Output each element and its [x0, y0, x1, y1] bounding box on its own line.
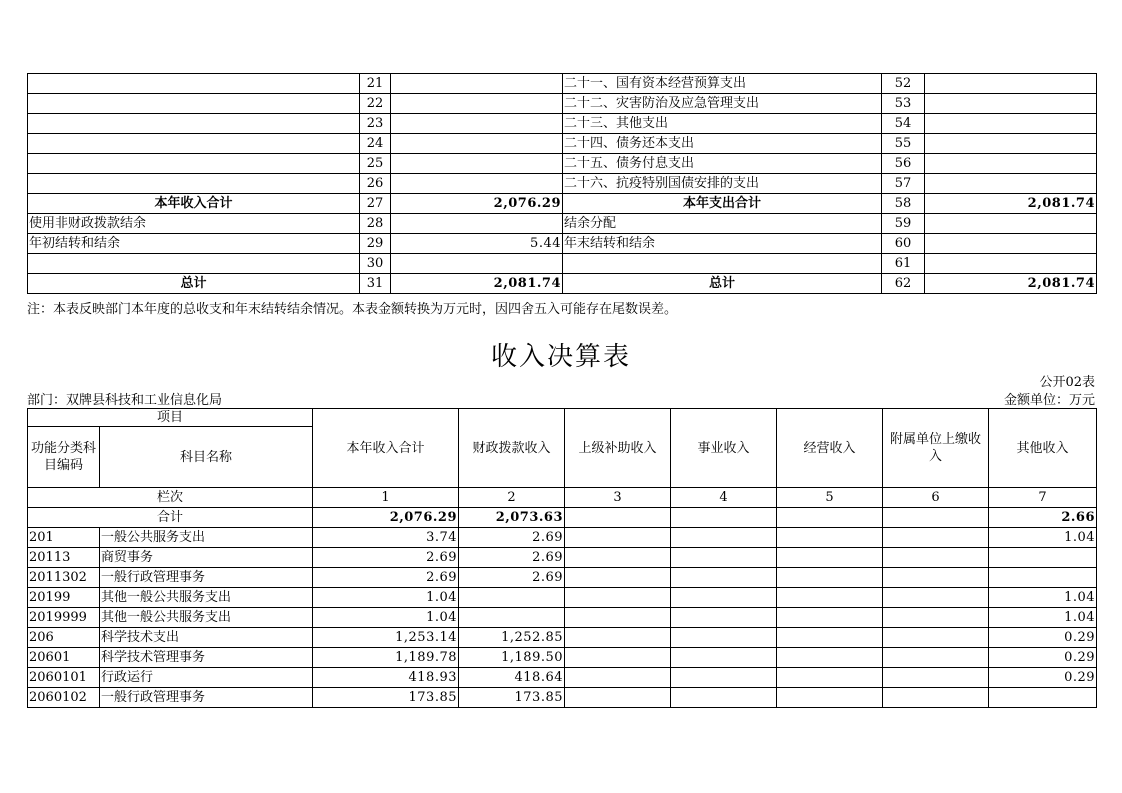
cell-d: 二十六、抗疫特别国债安排的支出 — [563, 174, 882, 194]
cell-e: 56 — [882, 154, 925, 174]
cell-e: 61 — [882, 254, 925, 274]
value-cell: 0.29 — [989, 628, 1097, 648]
project-header: 项目 — [28, 409, 313, 427]
cell-f — [925, 74, 1097, 94]
cell-b: 30 — [360, 254, 391, 274]
cell-c: 2,076.29 — [391, 194, 563, 214]
table-row — [28, 588, 1097, 608]
col-header-2: 财政拨款收入 — [459, 409, 565, 488]
value-cell: 2.69 — [459, 548, 565, 568]
name-cell: 其他一般公共服务支出 — [100, 608, 313, 628]
value-cell — [989, 568, 1097, 588]
cell-f — [925, 154, 1097, 174]
name-cell: 一般公共服务支出 — [100, 528, 313, 548]
cell-c — [391, 114, 563, 134]
code-cell: 201 — [28, 528, 100, 548]
value-cell — [565, 628, 671, 648]
value-cell — [459, 608, 565, 628]
name-header: 科目名称 — [100, 427, 313, 488]
cell-a: 使用非财政拨款结余 — [28, 214, 360, 234]
value-cell — [671, 668, 777, 688]
cell-a — [28, 174, 360, 194]
value-cell — [565, 668, 671, 688]
index-cell: 1 — [313, 488, 459, 508]
index-cell: 7 — [989, 488, 1097, 508]
page-title: 收入决算表 — [490, 342, 631, 372]
value-cell — [777, 648, 883, 668]
cell-a — [28, 94, 360, 114]
value-cell: 2.69 — [459, 528, 565, 548]
value-cell — [565, 588, 671, 608]
income-table — [27, 408, 1097, 708]
table-row — [28, 214, 1097, 234]
total-cell — [671, 508, 777, 528]
cell-d: 结余分配 — [563, 214, 882, 234]
cell-e: 59 — [882, 214, 925, 234]
value-cell: 1,253.14 — [313, 628, 459, 648]
value-cell — [565, 548, 671, 568]
value-cell — [459, 588, 565, 608]
table-row — [28, 74, 1097, 94]
cell-e: 52 — [882, 74, 925, 94]
cell-f: 2,081.74 — [925, 194, 1097, 214]
cell-c — [391, 134, 563, 154]
header-row-1 — [28, 409, 1097, 427]
value-cell: 2.69 — [313, 548, 459, 568]
value-cell: 1.04 — [989, 608, 1097, 628]
value-cell: 1.04 — [989, 528, 1097, 548]
cell-e: 60 — [882, 234, 925, 254]
name-cell: 一般行政管理事务 — [100, 568, 313, 588]
value-cell — [777, 548, 883, 568]
cell-c — [391, 174, 563, 194]
total-cell: 2,073.63 — [459, 508, 565, 528]
cell-d: 二十四、债务还本支出 — [563, 134, 882, 154]
code-cell: 2060101 — [28, 668, 100, 688]
cell-d: 二十二、灾害防治及应急管理支出 — [563, 94, 882, 114]
cell-b: 23 — [360, 114, 391, 134]
value-cell — [883, 628, 989, 648]
cell-c: 2,081.74 — [391, 274, 563, 294]
value-cell: 0.29 — [989, 648, 1097, 668]
cell-f — [925, 254, 1097, 274]
cell-a — [28, 154, 360, 174]
cell-d: 二十五、债务付息支出 — [563, 154, 882, 174]
summary-table — [27, 73, 1097, 294]
cell-f — [925, 134, 1097, 154]
value-cell — [671, 608, 777, 628]
cell-a: 年初结转和结余 — [28, 234, 360, 254]
total-cell: 2.66 — [989, 508, 1097, 528]
value-cell — [671, 528, 777, 548]
value-cell: 1.04 — [313, 608, 459, 628]
cell-a — [28, 74, 360, 94]
value-cell — [671, 648, 777, 668]
cell-a — [28, 134, 360, 154]
index-label: 栏次 — [28, 488, 313, 508]
value-cell: 1,189.78 — [313, 648, 459, 668]
table-row — [28, 254, 1097, 274]
cell-d: 二十三、其他支出 — [563, 114, 882, 134]
cell-b: 25 — [360, 154, 391, 174]
table-row — [28, 568, 1097, 588]
total-cell — [777, 508, 883, 528]
value-cell — [671, 628, 777, 648]
cell-a: 总计 — [28, 274, 360, 294]
table-row — [28, 234, 1097, 254]
value-cell — [883, 608, 989, 628]
cell-e: 62 — [882, 274, 925, 294]
code-cell: 20199 — [28, 588, 100, 608]
cell-c — [391, 254, 563, 274]
cell-c — [391, 74, 563, 94]
value-cell: 173.85 — [459, 688, 565, 708]
value-cell — [671, 548, 777, 568]
department-label: 部门：双牌县科技和工业信息化局 — [27, 393, 223, 408]
value-cell: 173.85 — [313, 688, 459, 708]
value-cell — [565, 568, 671, 588]
cell-f — [925, 174, 1097, 194]
value-cell — [883, 668, 989, 688]
total-cell — [565, 508, 671, 528]
value-cell — [883, 568, 989, 588]
cell-d: 二十一、国有资本经营预算支出 — [563, 74, 882, 94]
cell-b: 28 — [360, 214, 391, 234]
form-number: 公开02表 — [1039, 375, 1095, 390]
value-cell: 3.74 — [313, 528, 459, 548]
cell-b: 31 — [360, 274, 391, 294]
value-cell — [565, 648, 671, 668]
table-row — [28, 608, 1097, 628]
code-cell: 2011302 — [28, 568, 100, 588]
name-cell: 科学技术支出 — [100, 628, 313, 648]
name-cell: 行政运行 — [100, 668, 313, 688]
cell-a — [28, 114, 360, 134]
value-cell — [777, 588, 883, 608]
value-cell — [565, 608, 671, 628]
value-cell — [777, 528, 883, 548]
cell-e: 55 — [882, 134, 925, 154]
cell-d: 年末结转和结余 — [563, 234, 882, 254]
value-cell — [883, 648, 989, 668]
table-row — [28, 154, 1097, 174]
index-cell: 2 — [459, 488, 565, 508]
cell-e: 57 — [882, 174, 925, 194]
value-cell — [989, 688, 1097, 708]
index-cell: 3 — [565, 488, 671, 508]
cell-e: 54 — [882, 114, 925, 134]
table-row — [28, 114, 1097, 134]
value-cell: 1,189.50 — [459, 648, 565, 668]
name-cell: 其他一般公共服务支出 — [100, 588, 313, 608]
cell-a: 本年收入合计 — [28, 194, 360, 214]
cell-f — [925, 214, 1097, 234]
code-header: 功能分类科目编码 — [28, 427, 100, 488]
cell-c — [391, 94, 563, 114]
total-label: 合计 — [28, 508, 313, 528]
total-row — [28, 508, 1097, 528]
table-row — [28, 548, 1097, 568]
value-cell — [777, 628, 883, 648]
value-cell — [671, 588, 777, 608]
code-cell: 20601 — [28, 648, 100, 668]
code-cell: 2060102 — [28, 688, 100, 708]
value-cell — [883, 528, 989, 548]
col-header-1: 本年收入合计 — [313, 409, 459, 488]
value-cell — [777, 688, 883, 708]
col-header-3: 上级补助收入 — [565, 409, 671, 488]
code-cell: 2019999 — [28, 608, 100, 628]
cell-c — [391, 154, 563, 174]
value-cell: 1,252.85 — [459, 628, 565, 648]
value-cell: 2.69 — [313, 568, 459, 588]
value-cell — [883, 588, 989, 608]
value-cell — [671, 688, 777, 708]
cell-b: 21 — [360, 74, 391, 94]
summary-note: 注：本表反映部门本年度的总收支和年末结转结余情况。本表金额转换为万元时，因四舍五入可能存在尾数误差。 — [27, 302, 678, 317]
col-header-4: 事业收入 — [671, 409, 777, 488]
table-row — [28, 174, 1097, 194]
value-cell — [565, 528, 671, 548]
index-cell: 4 — [671, 488, 777, 508]
cell-f — [925, 114, 1097, 134]
cell-b: 27 — [360, 194, 391, 214]
cell-e: 53 — [882, 94, 925, 114]
table-row — [28, 628, 1097, 648]
unit-label: 金额单位：万元 — [1003, 393, 1095, 408]
table-row — [28, 274, 1097, 294]
col-header-6: 附属单位上缴收入 — [883, 409, 989, 488]
cell-b: 22 — [360, 94, 391, 114]
value-cell — [883, 548, 989, 568]
cell-c: 5.44 — [391, 234, 563, 254]
cell-c — [391, 214, 563, 234]
value-cell: 418.93 — [313, 668, 459, 688]
col-header-5: 经营收入 — [777, 409, 883, 488]
value-cell — [565, 688, 671, 708]
col-header-7: 其他收入 — [989, 409, 1097, 488]
name-cell: 商贸事务 — [100, 548, 313, 568]
value-cell — [777, 668, 883, 688]
table-row — [28, 528, 1097, 548]
value-cell: 0.29 — [989, 668, 1097, 688]
value-cell — [989, 548, 1097, 568]
name-cell: 科学技术管理事务 — [100, 648, 313, 668]
value-cell: 1.04 — [313, 588, 459, 608]
cell-b: 26 — [360, 174, 391, 194]
total-cell — [883, 508, 989, 528]
index-cell: 5 — [777, 488, 883, 508]
code-cell: 20113 — [28, 548, 100, 568]
index-row — [28, 488, 1097, 508]
value-cell — [671, 568, 777, 588]
table-row — [28, 668, 1097, 688]
cell-f: 2,081.74 — [925, 274, 1097, 294]
table-row — [28, 94, 1097, 114]
cell-f — [925, 94, 1097, 114]
value-cell: 2.69 — [459, 568, 565, 588]
cell-a — [28, 254, 360, 274]
value-cell: 418.64 — [459, 668, 565, 688]
value-cell: 1.04 — [989, 588, 1097, 608]
name-cell: 一般行政管理事务 — [100, 688, 313, 708]
cell-d: 本年支出合计 — [563, 194, 882, 214]
total-cell: 2,076.29 — [313, 508, 459, 528]
cell-d — [563, 254, 882, 274]
index-cell: 6 — [883, 488, 989, 508]
value-cell — [777, 568, 883, 588]
cell-b: 29 — [360, 234, 391, 254]
table-row — [28, 688, 1097, 708]
cell-b: 24 — [360, 134, 391, 154]
table-row — [28, 194, 1097, 214]
value-cell — [883, 688, 989, 708]
cell-d: 总计 — [563, 274, 882, 294]
value-cell — [777, 608, 883, 628]
table-row — [28, 134, 1097, 154]
cell-f — [925, 234, 1097, 254]
cell-e: 58 — [882, 194, 925, 214]
table-row — [28, 648, 1097, 668]
code-cell: 206 — [28, 628, 100, 648]
